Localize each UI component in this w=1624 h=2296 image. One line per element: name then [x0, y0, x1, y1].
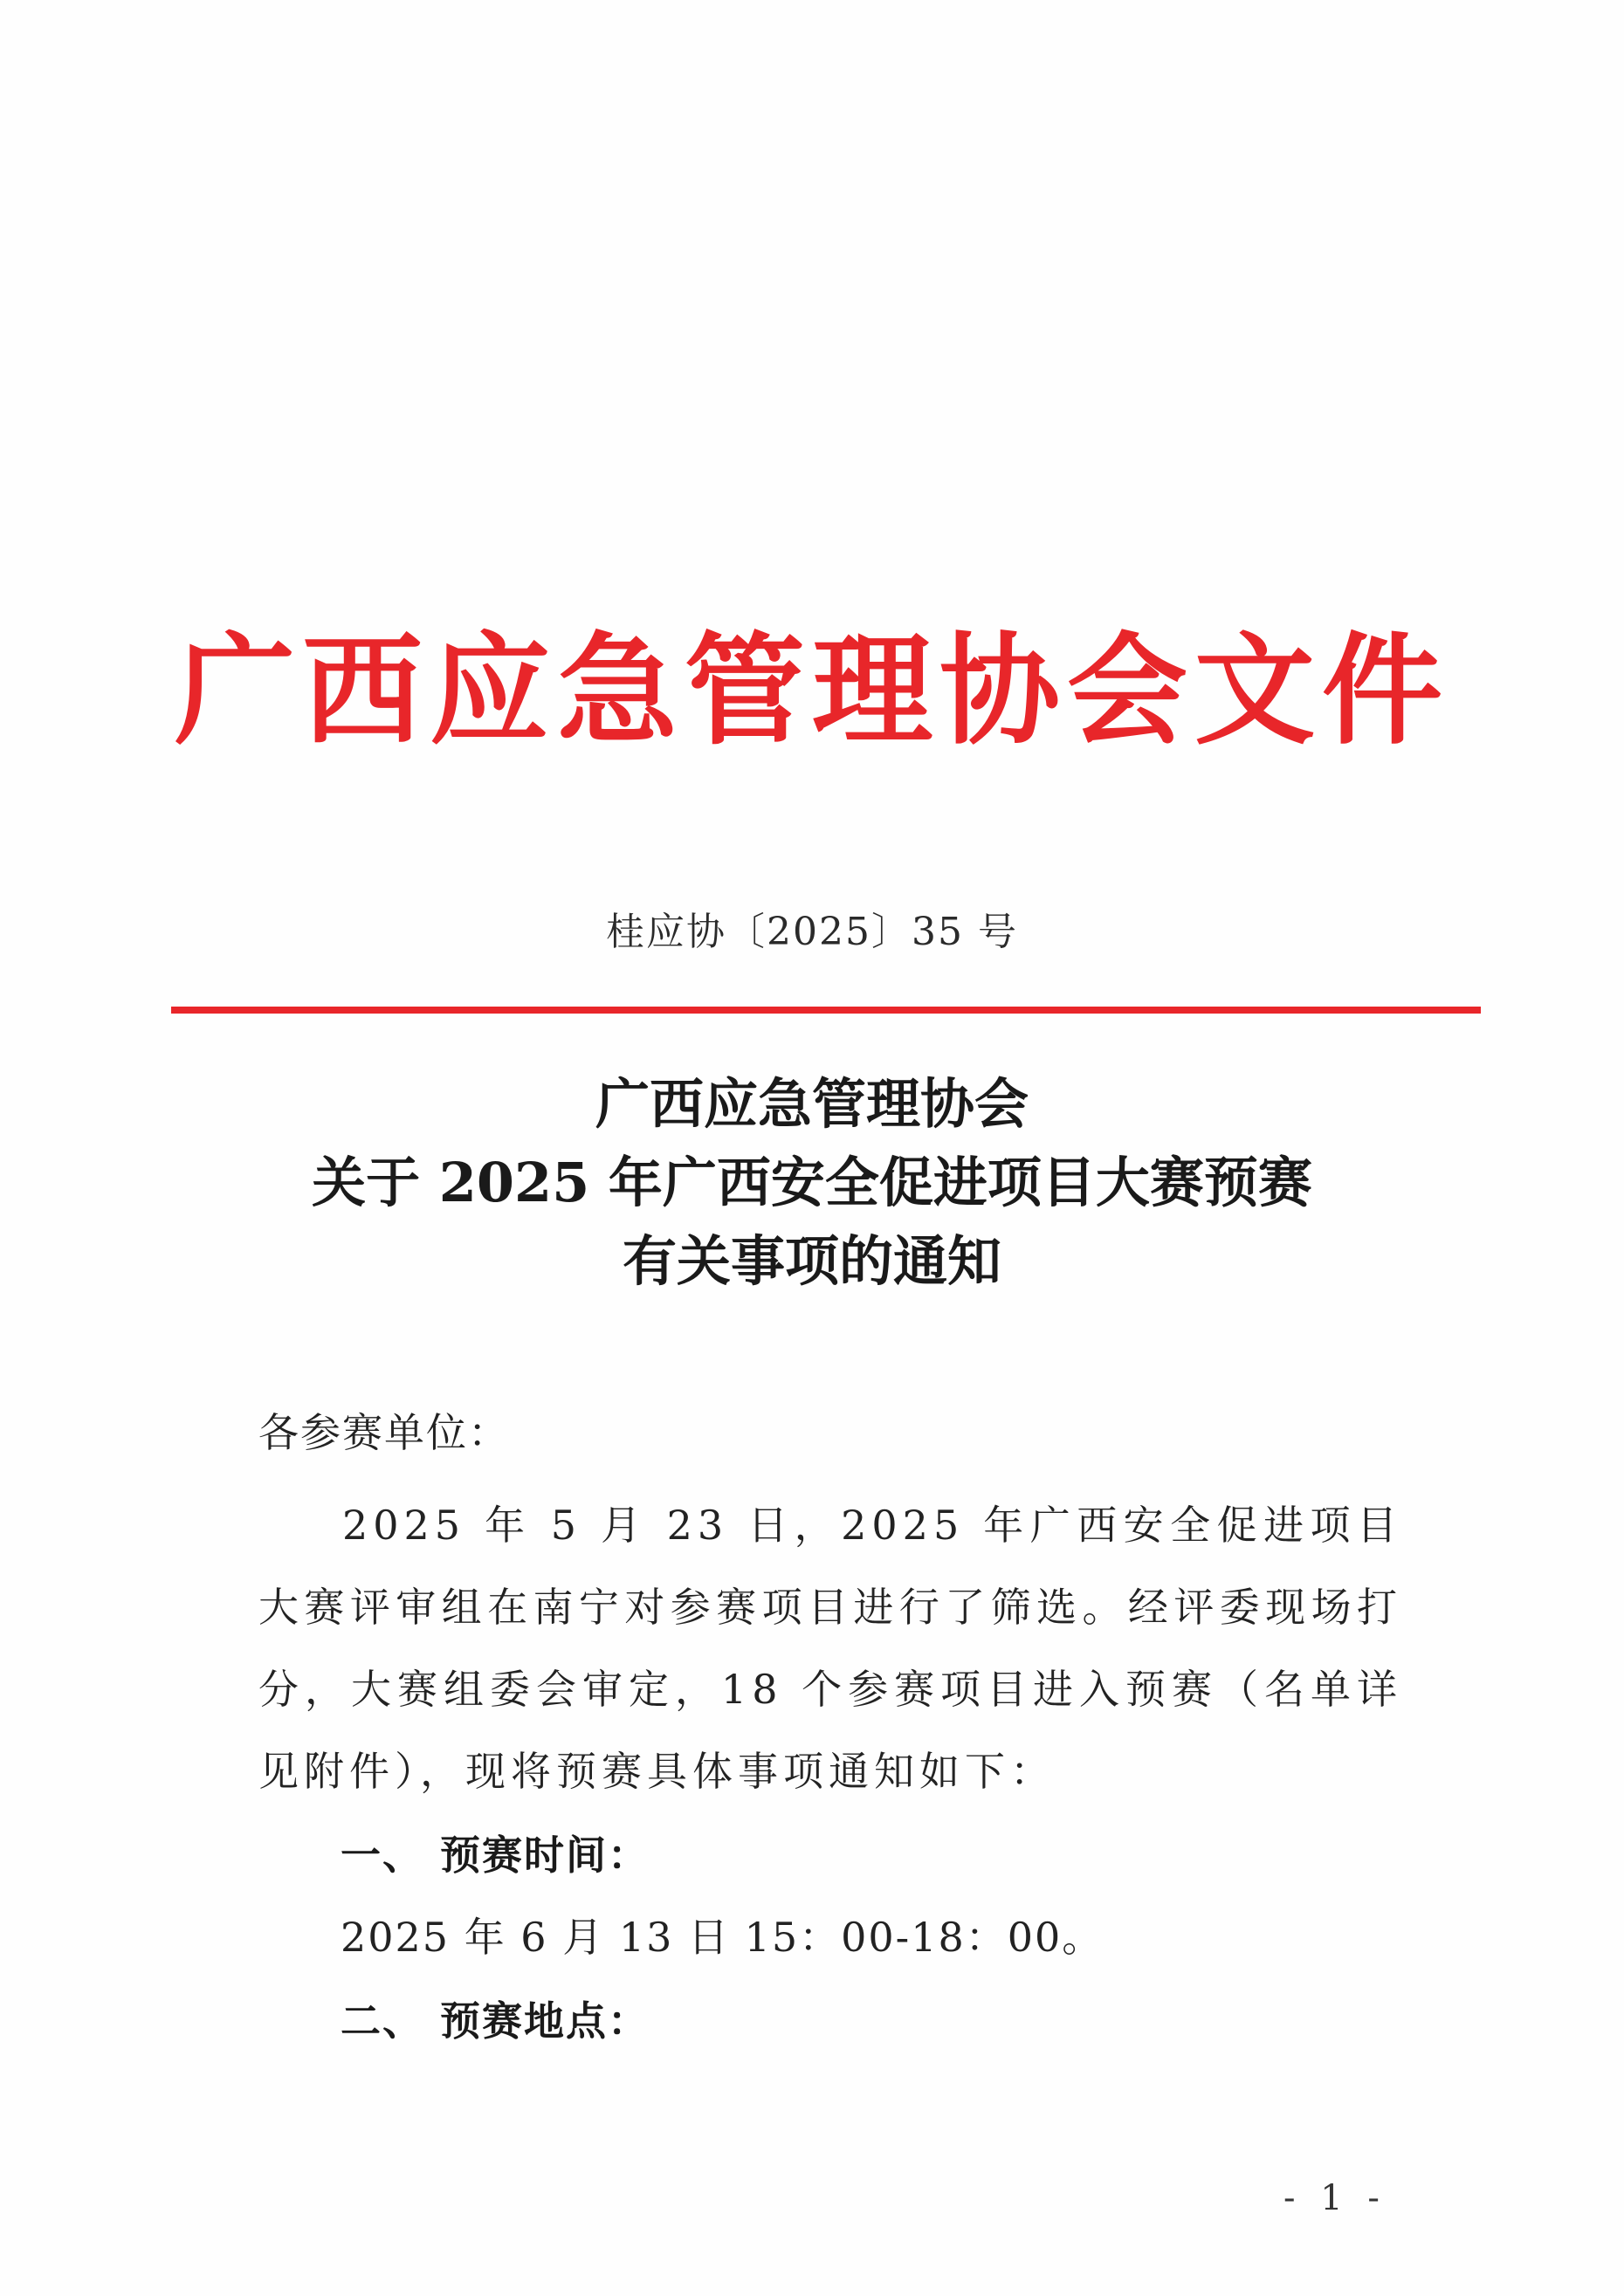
red-divider-line	[171, 1007, 1481, 1014]
title-line-3: 有关事项的通知	[622, 1229, 1001, 1293]
masthead-title: 广西应急管理协会文件	[174, 619, 1449, 761]
section-content-time: 2025 年 6 月 13 日 15：00-18：00。	[341, 1914, 1104, 1961]
title-line-1: 广西应急管理协会	[595, 1072, 1029, 1136]
salutation: 各参赛单位：	[258, 1409, 510, 1456]
section-heading-location: 二、 预赛地点：	[341, 1997, 650, 2045]
body-paragraph: 2025 年 5 月 23 日，2025 年广西安全促进项目大赛评审组在南宁对参赛项目进行了筛选。经评委现场打分，大赛组委会审定，18 个参赛项目进入预赛（名单详见附件），现将预赛具体事项通知如下：	[258, 1502, 1402, 1795]
document-number: 桂应协〔2025〕35 号	[606, 910, 1018, 954]
title-line-2: 关于 2025 年广西安全促进项目大赛预赛	[312, 1151, 1312, 1214]
notice-title	[0, 1065, 1624, 1301]
page-number: - 1 -	[1283, 2178, 1387, 2218]
section-heading-time: 一、 预赛时间：	[341, 1832, 650, 1879]
